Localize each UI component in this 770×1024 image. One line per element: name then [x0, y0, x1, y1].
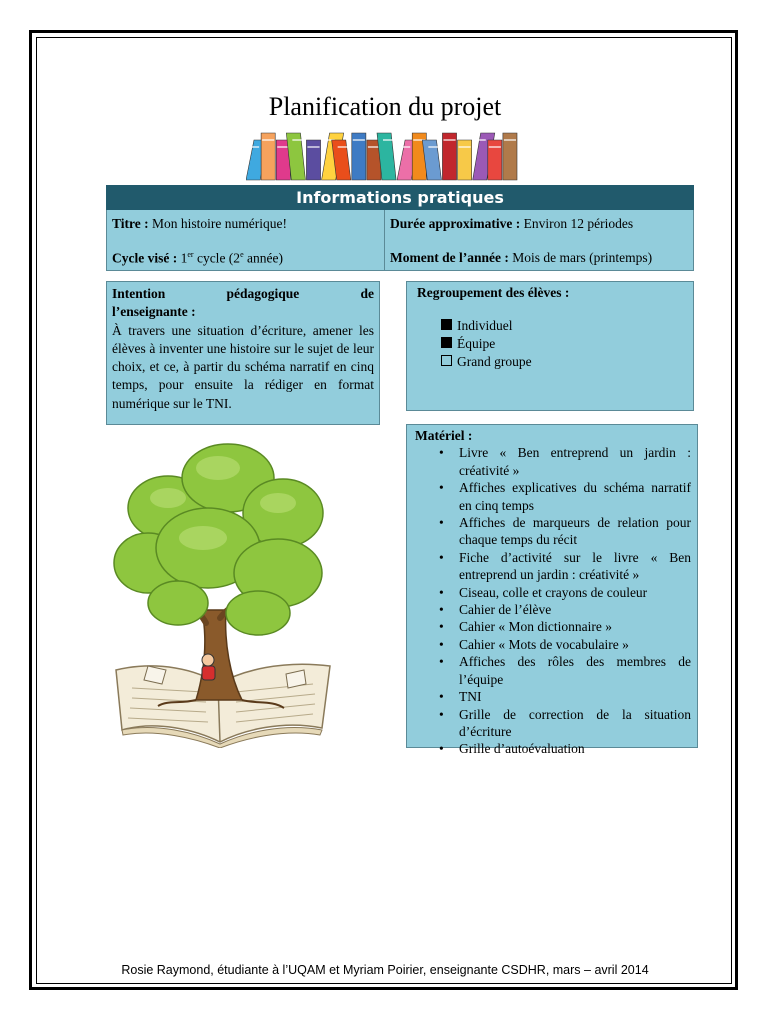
book-spine-band — [383, 139, 395, 141]
materials-item: • Grille d’autoévaluation — [459, 740, 691, 757]
materials-item: • Affiches des rôles des membres de l’équipe — [459, 653, 691, 688]
book-spine-band — [398, 146, 410, 148]
info-cycle — [112, 250, 283, 267]
intent-label-line2: l’enseignante : — [112, 304, 196, 320]
grouping-option — [441, 335, 693, 353]
intent-label — [112, 285, 374, 303]
info-cycle-num: 1 — [180, 250, 188, 266]
info-duree-label: Durée approximative : — [390, 216, 521, 231]
checked-box-icon — [441, 337, 452, 348]
grouping-list — [441, 317, 693, 371]
grouping-option-label: Individuel — [457, 318, 513, 333]
intent-label-word: pédagogique — [226, 286, 300, 301]
materials-item: • Affiches de marqueurs de relation pour chaque temps du récit — [459, 514, 691, 549]
book-spine-band — [338, 146, 350, 148]
info-table-divider — [384, 210, 385, 271]
materials-item: • Cahier « Mots de vocabulaire » — [459, 636, 691, 653]
info-cycle-mid: cycle (2 — [196, 250, 241, 266]
books-illustration — [246, 126, 518, 182]
book-spine-band — [247, 146, 259, 148]
book-spine-band — [504, 139, 516, 141]
info-cycle-sup2: e — [240, 250, 244, 259]
info-titre-label: Titre : — [112, 216, 149, 231]
book-spine-band — [428, 146, 440, 148]
info-moment-value: Mois de mars (printemps) — [512, 250, 653, 265]
grouping-box — [406, 281, 694, 411]
info-moment — [390, 250, 652, 266]
grouping-option — [441, 317, 693, 335]
page-footer: Rosie Raymond, étudiante à l’UQAM et Myriam Poirier, enseignante CSDHR, mars – avril 2014 — [121, 963, 649, 977]
info-moment-label: Moment de l’année : — [390, 250, 509, 265]
book-spine-band — [443, 139, 455, 141]
materials-item: • Ciseau, colle et crayons de couleur — [459, 584, 691, 601]
materials-item: • Fiche d’activité sur le livre « Ben entreprend un jardin : créativité » — [459, 549, 691, 584]
info-titre — [112, 216, 287, 232]
grouping-option-label: Équipe — [457, 336, 496, 351]
book-spine-band — [262, 139, 274, 141]
tree-on-book-illustration — [108, 438, 338, 748]
materials-item: • Cahier « Mon dictionnaire » — [459, 618, 691, 635]
grouping-label: Regroupement des élèves : — [417, 285, 570, 300]
book-spine-band — [474, 139, 486, 141]
info-table — [106, 210, 694, 271]
book-spine-band — [489, 146, 501, 148]
grouping-option — [441, 353, 693, 371]
intent-box — [106, 281, 380, 425]
materials-box — [406, 424, 698, 757]
materials-item: • Affiches explicatives du schéma narratif en cinq temps — [459, 479, 691, 514]
page-title: Planification du projet — [268, 92, 502, 121]
book-spine-band — [307, 146, 319, 148]
materials-label: Matériel : — [415, 428, 473, 443]
info-cycle-sup: er — [187, 250, 194, 259]
info-header: Informations pratiques — [106, 185, 694, 210]
info-cycle-label: Cycle visé : — [112, 250, 178, 266]
intent-label-word: Intention — [112, 286, 166, 301]
book-spine-band — [459, 146, 471, 148]
info-duree-value: Environ 12 périodes — [523, 216, 634, 231]
book-spine-band — [353, 139, 365, 141]
materials-item: • Grille de correction de la situation d’écriture — [459, 706, 691, 741]
checked-box-icon — [441, 319, 452, 330]
materials-list — [415, 444, 691, 757]
grouping-option-label: Grand groupe — [457, 354, 532, 369]
book-spine-band — [292, 139, 304, 141]
info-cycle-end: année) — [247, 250, 283, 266]
unchecked-box-icon — [441, 355, 452, 366]
info-titre-value: Mon histoire numérique! — [152, 216, 287, 231]
materials-item: • TNI — [459, 688, 691, 705]
materials-item: • Livre « Ben entreprend un jardin : créativité » — [459, 444, 691, 479]
materials-item: • Cahier de l’élève — [459, 601, 691, 618]
intent-text: À travers une situation d’écriture, amener les élèves à inventer une histoire sur le sujet de leur choix, et ce, à partir du schéma narratif en cinq temps, pour ensuite la rédiger en format numérique sur le TNI. — [112, 322, 374, 411]
info-duree — [390, 216, 633, 232]
intent-label-word: de — [360, 286, 374, 301]
